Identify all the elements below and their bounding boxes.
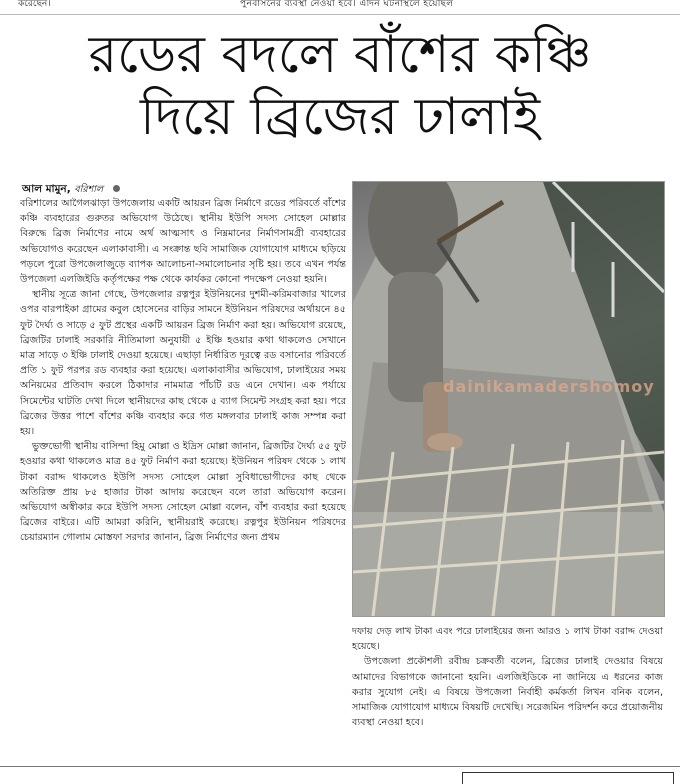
photo-illustration: [353, 182, 664, 616]
paragraph-3: ভুক্তভোগী স্থানীয় বাসিন্দা হিমু মোল্লা ও ইদ্রিস মোল্লা জানান, ব্রিজটির দৈর্ঘ্য ৫৫ ফুট হওয়ার কথা থাকলেও মাত্র ৪৫ ফুট নির্মাণ করা হয়েছে। ইউনিয়ন পরিষদ থেকে ১ লাখ টাকা বরাদ্দ থাকলেও ইউপি সদস্য সোহেল মোল্লা সুবিধাভোগীদের কাছ থেকে অতিরিক্ত প্রায় ৮৫ হাজার টাকা আদায় করেছেন বলে তারা অভিযোগ করেন। অভিযোগ অস্বীকার করে ইউপি সদস্য সোহেল মোল্লা বলেন, বাঁশ ব্যবহার করা হয়েছে ব্রিজের বাইরে। এটি আমরা করিনি, স্থানীয়রাই করেছে। রত্নপুর ইউনিয়ন পরিষদের চেয়ারম্যান গোলাম মোস্তফা সরদার জানান, ব্রিজ নির্মাণের জন্য প্রথম: [20, 441, 346, 544]
paragraph-2: স্থানীয় সূত্রে জানা গেছে, উপজেলার রত্নপুর ইউনিয়নের দুশমী-করিমবাজার খালের ওপর বারপাইকা গ্রামের কবুল হোসেনের বাড়ির সামনে ইউনিয়ন পরিষদের অর্থায়নে ৪৫ ফুট দৈর্ঘ্য ও সাড়ে ৫ ফুট প্রস্থের একটি আয়রন ব্রিজ নির্মাণ করা হয়। অভিযোগ রয়েছে, ব্রিজটির ঢালাই সরকারি নীতিমালা অনুযায়ী ৫ ইঞ্চি হওয়ার কথা থাকলেও সেখানে মাত্র সাড়ে ৩ ইঞ্চি ঢালাই দেওয়া হয়েছে। এছাড়া নির্ধারিত দূরত্বে রড বসানোর পরিবর্তে প্রতি ১ ফুট পরপর রড ব্যবহার করা হয়েছে। এলাকাবাসীর অভিযোগ, ঢালাইয়ের সময় অনিয়মের প্রতিবাদ করলে ঠিকাদার নামমাত্র পাঁচটি রড এনে দেখান। এক পর্যায়ে সিমেন্টের ঘাটতি দেখা দিলে স্থানীয়দের কাছ থেকে ৫ ব্যাগ সিমেন্ট সংগ্রহ করা হয়। পরে ব্রিজের উত্তর পাশে বাঁশের কঞ্চি ব্যবহার করে গত মঙ্গলবার ঢালাই কাজ সম্পন্ন করা হয়।: [20, 289, 346, 438]
byline-bullet-icon: [113, 185, 120, 192]
byline-place: বরিশাল: [74, 184, 104, 195]
paragraph-4: দফায় দেড় লাখ টাকা এবং পরে ঢালাইয়ের জন্য আরও ১ লাখ টাকা বরাদ্দ দেওয়া হয়েছে।: [352, 626, 663, 653]
next-article-box: [462, 772, 674, 784]
news-photo: [352, 181, 665, 617]
paragraph-5: উপজেলা প্রকৌশলী রবীন্দ্র চক্রবর্তী বলেন, ব্রিজের ঢালাই দেওয়ার বিষয়ে আমাদের বিভাগকে জানানো হয়নি। এলজিইডিকে না জানিয়ে এ ধরনের কাজ করার সুযোগ নেই। এ বিষয়ে উপজেলা নির্বাহী কর্মকর্তা লিখন বনিক বলেন, সামাজিক যোগাযোগ মাধ্যমে বিষয়টি দেখেছি। সরেজমিন পরিদর্শন করে প্রয়োজনীয় ব্যবস্থা নেওয়া হবে।: [352, 656, 663, 729]
top-divider: [0, 14, 680, 15]
previous-article-text-right: পুনর্বাসনের ব্যবস্থা নেওয়া হবে। এদিন ঘটনাস্থলে হয়েছিল: [240, 0, 454, 9]
previous-article-text-left: করেছেন।: [18, 0, 51, 9]
next-article-fragment: [20, 770, 440, 783]
photo-watermark: dainikamadershomoy: [443, 377, 655, 396]
headline: [20, 24, 660, 148]
headline-line-2: দিয়ে ব্রিজের ঢালাই: [139, 87, 541, 147]
paragraph-1: বরিশালের আগৈলঝাড়া উপজেলায় একটি আয়রন ব্রিজ নির্মাণে রডের পরিবর্তে বাঁশের কঞ্চি ব্যবহারের গুরুতর অভিযোগ উঠেছে। স্থানীয় ইউপি সদস্য সোহেল মোল্লার বিরুদ্ধে ব্রিজ নির্মাণের নামে অর্থ আত্মসাৎ ও নিম্নমানের নির্মাণসামগ্রী ব্যবহারের অভিযোগও করেছেন এলাকাবাসী। এ সংক্রান্ত ছবি সামাজিক যোগাযোগ মাধ্যমে ছড়িয়ে পড়লে পুরো উপজেলাজুড়ে ব্যাপক আলোচনা-সমালোচনার সৃষ্টি হয়। তবে এখন পর্যন্ত উপজেলা এলজিইডি কর্তৃপক্ষের পক্ষ থেকে কার্যকর কোনো পদক্ষেপ নেওয়া হয়নি।: [20, 198, 346, 286]
article-column-right: [352, 624, 663, 730]
bottom-divider: [0, 766, 680, 767]
headline-line-1: রডের বদলে বাঁশের কঞ্চি: [88, 25, 592, 85]
previous-article-strip: [0, 0, 680, 14]
article-column-left: [20, 196, 346, 546]
byline-author: আল মামুন,: [22, 183, 71, 195]
